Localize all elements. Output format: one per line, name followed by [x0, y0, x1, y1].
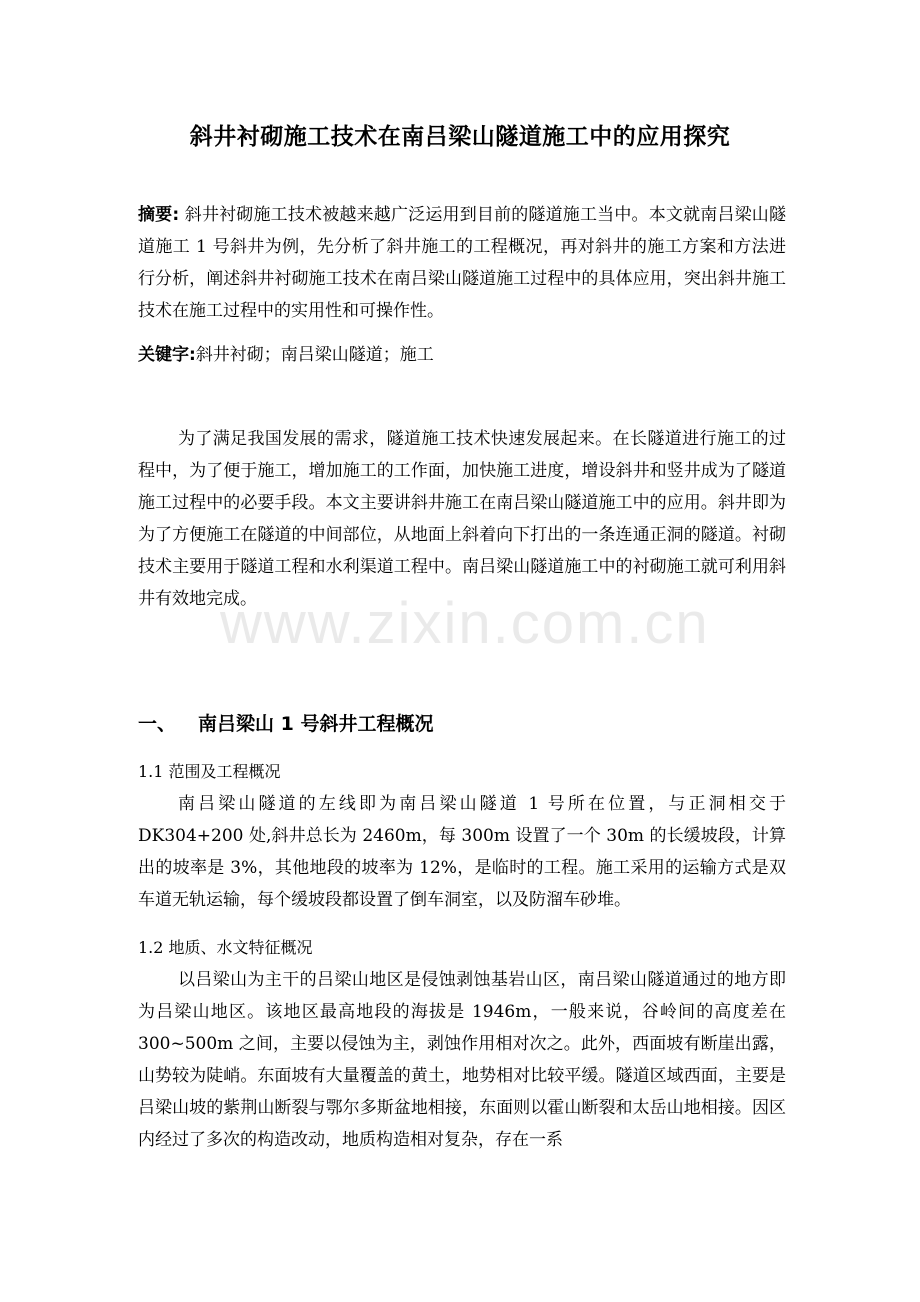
section-heading-1 — [138, 709, 433, 736]
document-title: 斜井衬砌施工技术在南吕梁山隧道施工中的应用探究 — [189, 124, 731, 150]
abstract-text: 斜井衬砌施工技术被越来越广泛运用到目前的隧道施工当中。本文就南吕梁山隧道施工 1 号斜井为例，先分析了斜井施工的工程概况，再对斜井的施工方案和方法进行分析，阐述斜井衬砌施工技术在南吕梁山隧道施工过程中的具体应用，突出斜井施工技术在施工过程中的实用性和可操作性。 — [138, 205, 786, 321]
abstract-label: 摘要: — [138, 205, 180, 225]
abstract-paragraph — [138, 199, 786, 327]
watermark: www.zixin.com.cn — [220, 591, 710, 656]
section-number: 一、 — [138, 713, 177, 735]
subsection-1-2-paragraph: 以吕梁山为主干的吕梁山地区是侵蚀剥蚀基岩山区，南吕梁山隧道通过的地方即为吕梁山地区。该地区最高地段的海拔是 1946m，一般来说，谷岭间的高度差在 300~500m 之间，主要以侵蚀为主，剥蚀作用相对次之。此外，西面坡有断崖出露，山势较为陡峭。东面坡有大量覆盖的黄土，地势相对比较平缓。隧道区域西面，主要是吕梁山坡的紫荆山断裂与鄂尔多斯盆地相接，东面则以霍山断裂和太岳山地相接。因区内经过了多次的构造改动，地质构造相对复杂，存在一系 — [138, 970, 786, 1150]
keywords-text: 斜井衬砌；南吕梁山隧道；施工 — [195, 345, 434, 365]
intro-paragraph: 为了满足我国发展的需求，隧道施工技术快速发展起来。在长隧道进行施工的过程中，为了便于施工，增加施工的工作面，加快施工进度，增设斜井和竖井成为了隧道施工过程中的必要手段。本文主要讲斜井施工在南吕梁山隧道施工中的应用。斜井即为为了方便施工在隧道的中间部位，从地面上斜着向下打出的一条连通正洞的隧道。衬砌技术主要用于隧道工程和水利渠道工程中。南吕梁山隧道施工中的衬砌施工就可利用斜井有效地完成。 — [138, 429, 786, 609]
keywords-line — [138, 339, 786, 371]
keywords-label: 关键字: — [138, 345, 196, 365]
subsection-heading-1-2: 1.2 地质、水文特征概况 — [138, 938, 313, 957]
subsection-heading-1-1: 1.1 范围及工程概况 — [138, 762, 281, 781]
section-title: 南吕梁山 1 号斜井工程概况 — [198, 713, 434, 735]
subsection-1-1-paragraph: 南吕梁山隧道的左线即为南吕梁山隧道 1 号所在位置，与正洞相交于 DK304+200 处,斜井总长为 2460m，每 300m 设置了一个 30m 的长缓坡段，计算出的坡率是 3%，其他地段的坡率为 12%，是临时的工程。施工采用的运输方式是双车道无轨运输，每个缓坡段都设置了倒车洞室，以及防溜车砂堆。 — [138, 794, 786, 910]
